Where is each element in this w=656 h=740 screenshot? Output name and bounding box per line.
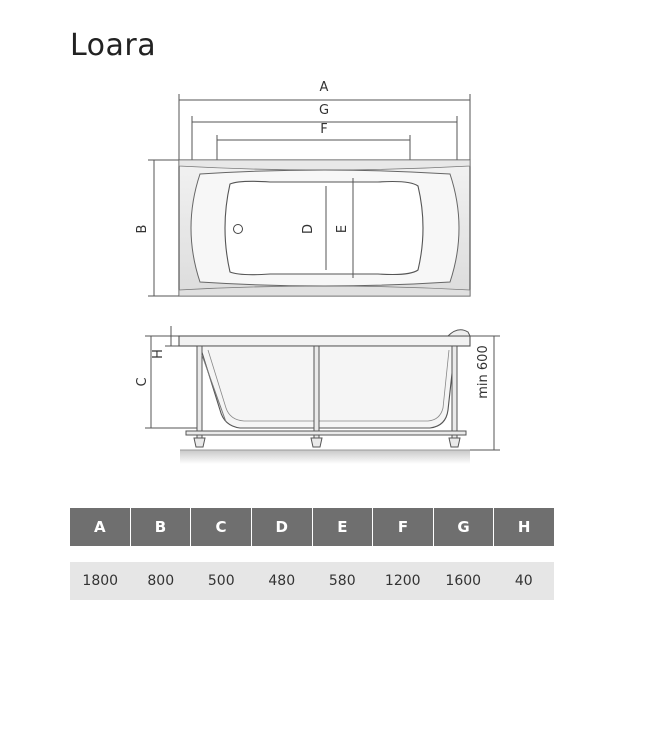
table-header-row <box>70 508 554 546</box>
drain-icon <box>234 225 243 234</box>
floor <box>180 450 470 464</box>
header-cell: A <box>70 508 131 546</box>
label-g: G <box>318 103 330 118</box>
dimensions-table <box>70 508 554 600</box>
header-cell: H <box>494 508 554 546</box>
product-title: Loara <box>70 28 157 63</box>
dimension-b <box>148 160 182 296</box>
label-h: H <box>151 349 166 359</box>
value-cell: 1200 <box>384 573 421 589</box>
header-cell: F <box>373 508 434 546</box>
value-cell: 1800 <box>82 573 119 589</box>
label-d: D <box>301 223 316 235</box>
label-f: F <box>320 122 328 137</box>
value-cell: 500 <box>207 573 235 589</box>
side-view <box>135 326 500 464</box>
header-cell: E <box>313 508 374 546</box>
header-cell: G <box>434 508 495 546</box>
value-cell: 800 <box>147 573 175 589</box>
label-e: E <box>335 224 350 234</box>
tub-rim-side <box>179 336 470 346</box>
label-c: C <box>135 377 150 387</box>
header-cell: C <box>191 508 252 546</box>
table-value-row <box>70 562 554 600</box>
label-min-600: min 600 <box>476 345 491 399</box>
header-cell: B <box>131 508 192 546</box>
top-view <box>135 80 470 296</box>
value-cell: 40 <box>514 573 533 589</box>
value-cell: 480 <box>268 573 296 589</box>
basin-bottom <box>225 181 423 274</box>
label-a: A <box>319 80 329 95</box>
label-b: B <box>135 224 150 234</box>
tub-body-side <box>200 346 455 428</box>
value-cell: 580 <box>328 573 356 589</box>
header-cell: D <box>252 508 313 546</box>
value-cell: 1600 <box>445 573 482 589</box>
